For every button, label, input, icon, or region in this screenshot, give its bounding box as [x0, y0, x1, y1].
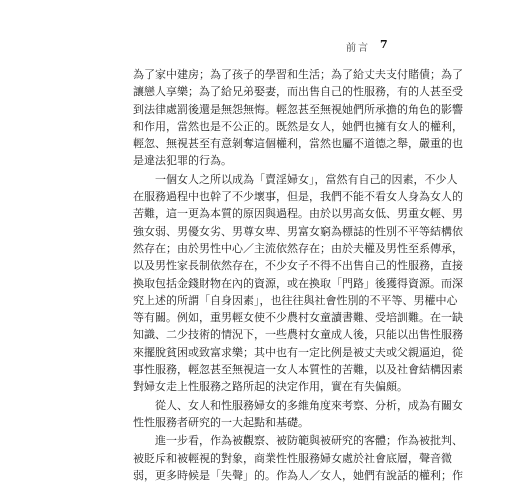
page-number: 7 [380, 38, 388, 51]
text-line: 被貶斥和被輕視的對象，商業性性服務婦女處於社會底層，聲音微 [133, 451, 452, 465]
text-line: 性性服務者研究的一大起點和基礎。 [133, 415, 309, 429]
text-line: 知識、二少技術的情況下，一些農村女童成人後，只能以出售性服務 [133, 328, 463, 342]
text-line: 事性服務，輕忽甚至無視這一女人本質性的苦難，以及社會結構因素 [133, 363, 463, 377]
text-line: 輕忽、無視甚至有意剝奪這個權利，當然也屬不道德之舉，嚴重的也 [133, 137, 463, 151]
text-line: 苦難，這一更為本質的原因與過程。由於以男高女低、男重女輕、男 [133, 207, 463, 221]
text-line: 弱，更多時候是「失聲」的。作為人／女人，她們有說話的權利；作 [133, 468, 463, 482]
text-line: 以及男性家長制依然存在，不少女子不得不出售自己的性服務，直接 [133, 259, 463, 273]
text-line: 對婦女走上性服務之路所起的決定作用，實在有失偏頗。 [133, 380, 408, 394]
body-text [133, 66, 463, 485]
text-line: 到法律處罰後還是無怨無悔。輕忽甚至無視她們所承擔的角色的影響 [133, 102, 463, 116]
text-line: 換取包括金錢財物在內的資源，或在換取「門路」後獲得資源。而深 [133, 276, 463, 290]
paragraph [133, 66, 463, 170]
page-header [0, 39, 520, 53]
text-line: 在服務過程中也幹了不少壞事，但是，我們不能不看女人身為女人的 [133, 190, 463, 204]
running-head: 前言 [346, 43, 370, 54]
text-line: 和作用，當然也是不公正的。既然是女人，她們也擁有女人的權利， [133, 119, 463, 133]
text-line: 是違法犯罪的行為。 [133, 154, 232, 168]
text-line: 等有關。例如，重男輕女使不少農村女童讀書難、受培訓難。在一缺 [133, 311, 463, 325]
paragraph [133, 432, 463, 484]
text-line: 從人、女人和性服務婦女的多維角度來考察、分析，成為有關女 [155, 398, 463, 412]
text-line: 為了家中建房；為了孩子的學習和生活；為了給丈夫支付賭債；為了 [133, 68, 463, 81]
text-line: 讓戀人享樂；為了給兄弟娶妻，而出售自己的性服務，有的人甚至受 [133, 85, 463, 99]
text-line: 一個女人之所以成為「賣淫婦女」，當然有自己的因素，不少人 [155, 172, 458, 186]
paragraph [133, 171, 463, 396]
text-line: 然存在；由於男性中心／主流依然存在；由於夫權及男性至系傳承， [133, 241, 463, 255]
text-line: 進一步看，作為被觀察、被防範與被研究的客體；作為被批判、 [155, 434, 463, 448]
paragraph [133, 397, 463, 432]
text-line: 強女弱、男優女劣、男尊女卑、男富女窮為標誌的性別不平等結構依 [133, 224, 463, 238]
text-line: 來擺脫貧困或致富求樂；其中也有一定比例是被丈夫或父親逼迫，從 [133, 345, 463, 359]
text-line: 究上述的所謂「自身因素」，也往往與社會性別的不平等、男權中心 [133, 293, 458, 307]
